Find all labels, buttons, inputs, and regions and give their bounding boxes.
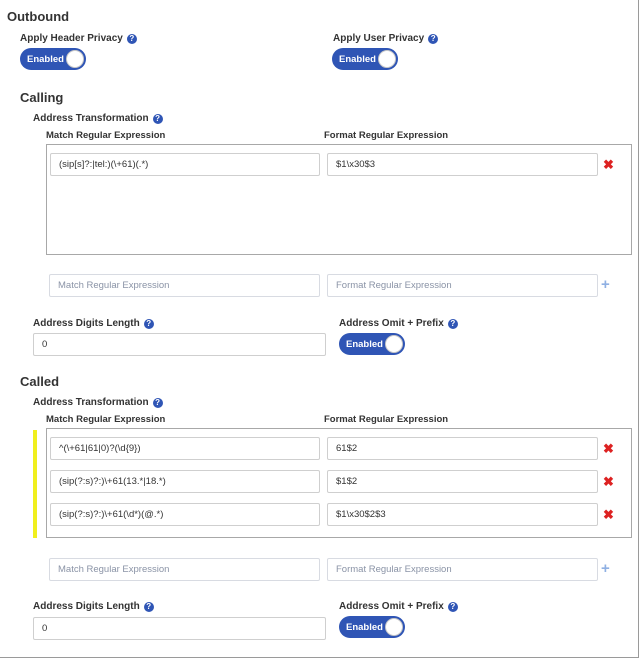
label-text: Address Digits Length (33, 601, 140, 612)
help-icon[interactable]: ? (144, 602, 154, 612)
delete-icon[interactable]: ✖ (603, 507, 614, 522)
called-format-input-2[interactable]: $1$2 (327, 470, 598, 493)
user-privacy-label-text: Apply User Privacy (333, 33, 425, 44)
calling-address-transformation-label (33, 113, 163, 124)
toggle-knob (385, 618, 403, 636)
help-icon[interactable]: ? (153, 114, 163, 124)
calling-format-input[interactable]: $1\x30$3 (327, 153, 598, 176)
toggle-label: Enabled (339, 53, 376, 65)
delete-icon[interactable]: ✖ (603, 441, 614, 456)
label-text: Address Digits Length (33, 318, 140, 329)
toggle-knob (378, 50, 396, 68)
toggle-knob (385, 335, 403, 353)
toggle-label: Enabled (346, 621, 383, 633)
calling-col-match: Match Regular Expression (46, 130, 166, 141)
called-address-transformation-label (33, 397, 163, 408)
calling-new-format-input[interactable]: Format Regular Expression (327, 274, 598, 297)
help-icon[interactable]: ? (448, 602, 458, 612)
called-title: Called (20, 374, 60, 389)
called-new-match-input[interactable]: Match Regular Expression (49, 558, 320, 581)
called-format-input-1[interactable]: 61$2 (327, 437, 598, 460)
label-text: Address Transformation (33, 113, 149, 124)
calling-match-input[interactable]: (sip[s]?:|tel:)(\+61)(.*) (50, 153, 320, 176)
calling-omit-prefix-toggle[interactable] (339, 333, 405, 355)
called-match-input-1[interactable]: ^(\+61|61|0)?(\d{9}) (50, 437, 320, 460)
calling-digits-length-label (33, 318, 154, 329)
called-match-input-2[interactable]: (sip(?:s)?:)\+61(13.*|18.*) (50, 470, 320, 493)
add-icon[interactable]: + (601, 560, 610, 577)
header-privacy-toggle[interactable] (20, 48, 86, 70)
label-text: Address Transformation (33, 397, 149, 408)
called-digits-length-label (33, 601, 154, 612)
delete-icon[interactable]: ✖ (603, 474, 614, 489)
called-omit-prefix-label (339, 601, 458, 612)
outbound-title: Outbound (7, 9, 70, 24)
help-icon[interactable]: ? (428, 34, 438, 44)
toggle-knob (66, 50, 84, 68)
called-omit-prefix-toggle[interactable] (339, 616, 405, 638)
delete-icon[interactable]: ✖ (603, 157, 614, 172)
calling-omit-prefix-label (339, 318, 458, 329)
label-text: Address Omit + Prefix (339, 601, 444, 612)
highlight-marker (33, 430, 37, 538)
toggle-label: Enabled (346, 338, 383, 350)
user-privacy-toggle[interactable] (332, 48, 398, 70)
called-col-match: Match Regular Expression (46, 414, 166, 425)
calling-title: Calling (20, 90, 64, 105)
help-icon[interactable]: ? (448, 319, 458, 329)
user-privacy-label (333, 33, 438, 44)
called-format-input-3[interactable]: $1\x30$2$3 (327, 503, 598, 526)
calling-new-match-input[interactable]: Match Regular Expression (49, 274, 320, 297)
help-icon[interactable]: ? (153, 398, 163, 408)
called-match-input-3[interactable]: (sip(?:s)?:)\+61(\d*)(@.*) (50, 503, 320, 526)
header-privacy-label (20, 33, 137, 44)
help-icon[interactable]: ? (144, 319, 154, 329)
add-icon[interactable]: + (601, 276, 610, 293)
called-new-format-input[interactable]: Format Regular Expression (327, 558, 598, 581)
calling-col-format: Format Regular Expression (324, 130, 449, 141)
called-col-format: Format Regular Expression (324, 414, 449, 425)
calling-digits-length-input[interactable]: 0 (33, 333, 326, 356)
toggle-label: Enabled (27, 53, 64, 65)
label-text: Address Omit + Prefix (339, 318, 444, 329)
header-privacy-label-text: Apply Header Privacy (20, 33, 123, 44)
help-icon[interactable]: ? (127, 34, 137, 44)
called-digits-length-input[interactable]: 0 (33, 617, 326, 640)
